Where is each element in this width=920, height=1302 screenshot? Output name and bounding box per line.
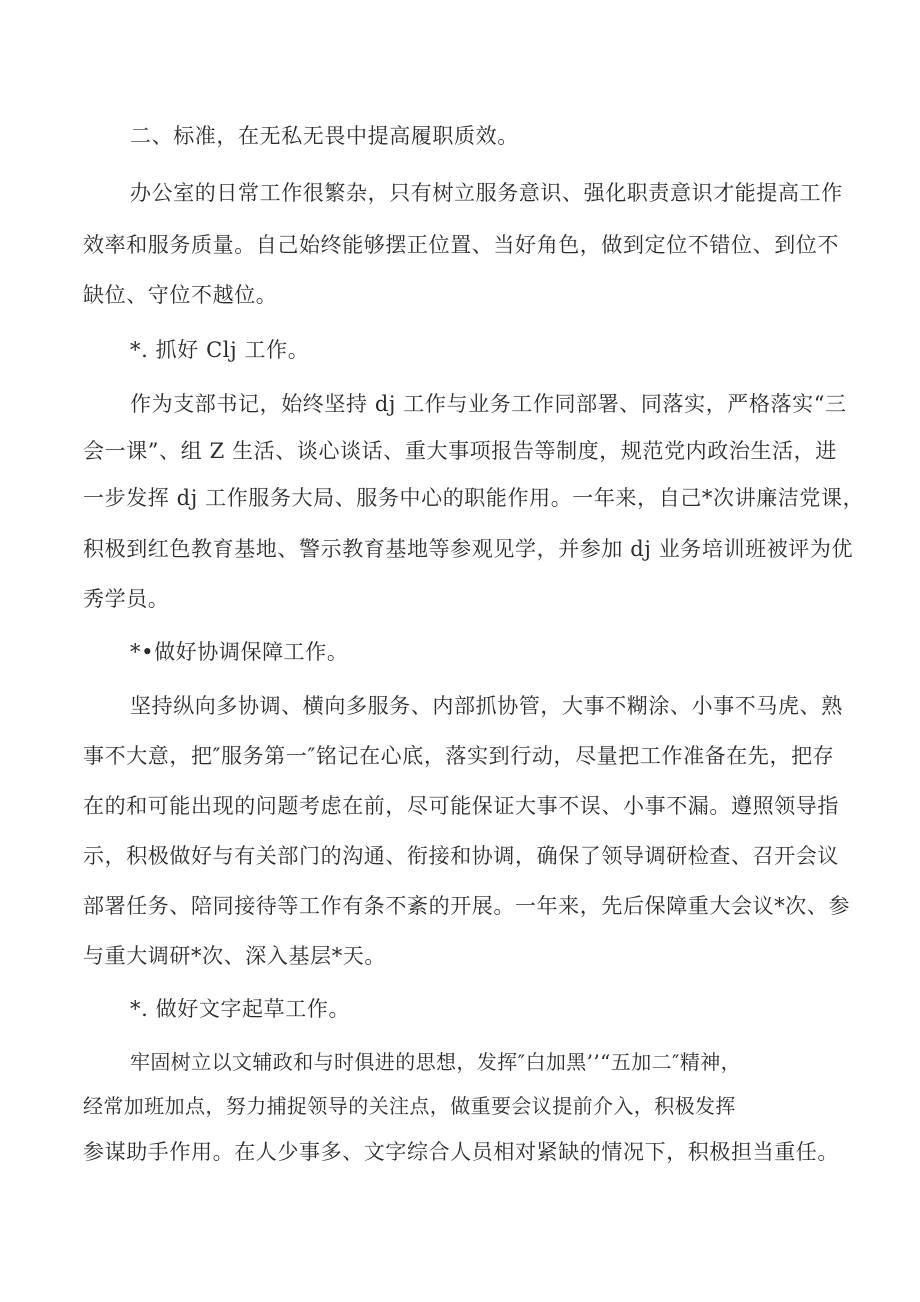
paragraph-line: 办公室的日常工作很繁杂，只有树立服务意识、强化职责意识才能提高工作 xyxy=(130,181,843,205)
section-heading-standard: 二、标准，在无私无畏中提高履职质效。 xyxy=(130,124,519,148)
paragraph-line: 作为支部书记，始终坚持 dj 工作与业务工作同部署、同落实，严格落实“三 xyxy=(130,392,847,416)
paragraph-line: 经常加班加点，努力捕捉领导的关注点，做重要会议提前介入，积极发挥 xyxy=(83,1094,736,1118)
paragraph-line: 牢固树立以文辅政和与时俱进的思想，发挥″白加黑’’“五加二″精神， xyxy=(130,1050,742,1074)
paragraph-line: 事不大意，把″服务第一″铭记在心底，落实到行动，尽量把工作准备在先，把存 xyxy=(83,744,835,768)
paragraph-line: 示，积极做好与有关部门的沟通、衔接和协调，确保了领导调研检查、召开会议 xyxy=(83,844,839,868)
subheading-dj-work: *. 抓好 Clj 工作。 xyxy=(130,338,310,362)
paragraph-line: 缺位、守位不越位。 xyxy=(83,283,278,307)
paragraph-line: 与重大调研*次、深入基层*天。 xyxy=(83,944,386,968)
paragraph-line: 参谋助手作用。在人少事多、文字综合人员相对紧缺的情况下，积极担当重任。 xyxy=(83,1140,839,1164)
paragraph-line: 效率和服务质量。自己始终能够摆正位置、当好角色，做到定位不错位、到位不 xyxy=(83,233,839,257)
subheading-coordination: *•做好协调保障工作。 xyxy=(130,640,349,664)
subheading-drafting: *. 做好文字起草工作。 xyxy=(130,997,351,1021)
paragraph-line: 部署任务、陪同接待等工作有条不紊的开展。一年来，先后保障重大会议*次、参 xyxy=(83,894,851,918)
paragraph-line: 积极到红色教育基地、警示教育基地等参观见学，并参加 dj 业务培训班被评为优 xyxy=(83,537,854,561)
paragraph-line: 一步发挥 dj 工作服务大局、服务中心的职能作用。一年来，自己*次讲廉洁党课， xyxy=(83,486,865,510)
paragraph-line: 在的和可能出现的问题考虑在前，尽可能保证大事不误、小事不漏。遵照领导指 xyxy=(83,794,839,818)
paragraph-line: 秀学员。 xyxy=(83,587,170,611)
paragraph-line: 坚持纵向多协调、横向多服务、内部抓协管，大事不糊涂、小事不马虎、熟 xyxy=(130,694,843,718)
paragraph-line: 会一课”、组 Z 生活、谈心谈话、重大事项报告等制度，规范党内政治生活，进 xyxy=(83,439,837,463)
